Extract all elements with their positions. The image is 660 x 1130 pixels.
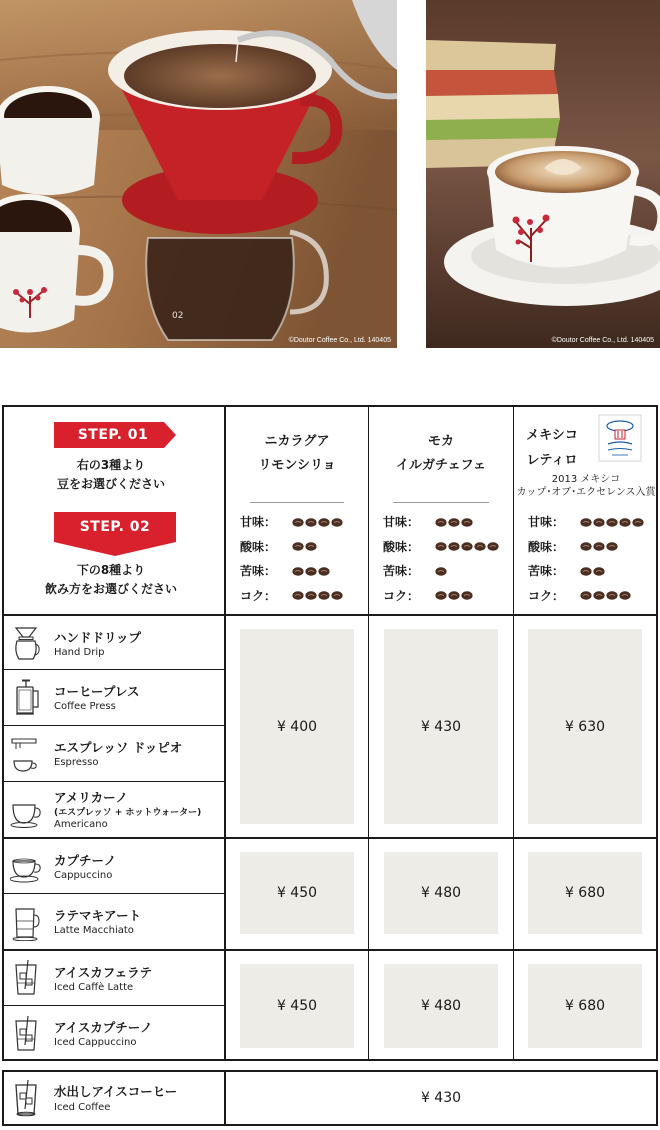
drink-en-name: Iced Coffee (54, 1102, 111, 1113)
drink-sub-note: (エスプレッソ + ホットウォーター) (54, 808, 202, 818)
taste-row (528, 535, 618, 559)
coffee-bean-icon (435, 542, 447, 551)
drink-en-name: Hand Drip (54, 647, 105, 658)
drink-en-name: Espresso (54, 757, 99, 768)
taste-label: コク： (240, 588, 277, 603)
price-box: ¥ 680 (528, 964, 642, 1048)
taste-level-beans (435, 567, 447, 576)
drink-jp-name: ハンドドリップ (54, 630, 142, 645)
drink-row (2, 951, 222, 1005)
coffee-bean-icon (474, 542, 486, 551)
step-02-line-1: 下の8種より (76, 563, 146, 577)
taste-label: 苦味： (528, 564, 565, 578)
drink-iced-coffee (2, 1072, 222, 1124)
coffee-bean-icon (318, 567, 330, 576)
drink-en-name: Iced Cappuccino (54, 1037, 137, 1048)
price-box: ¥ 680 (528, 852, 642, 934)
americano-cup-icon (10, 791, 42, 829)
bean-name-line-2: イルガチェフェ (396, 458, 486, 473)
cup-of-excellence-logo (598, 414, 642, 462)
taste-level-beans (580, 591, 631, 600)
drink-row (2, 616, 222, 669)
hand-drip-photo (0, 0, 397, 348)
step-01-line-1: 右の3種より (76, 458, 146, 472)
taste-label: 苦味： (383, 564, 420, 578)
drink-en-name: Iced Caffè Latte (54, 982, 134, 993)
bean-award-line-1: 2013 メキシコ (551, 474, 621, 485)
drink-jp-name: ラテマキアート (54, 908, 142, 923)
coffee-bean-icon (619, 591, 631, 600)
bean-name-line-2: リモンシリョ (258, 458, 336, 473)
taste-label: 甘味： (383, 515, 420, 529)
coffee-press-icon (10, 679, 42, 717)
drink-jp-name: エスプレッソ ドッピオ (54, 740, 183, 755)
taste-row (528, 510, 644, 534)
taste-level-beans (435, 518, 473, 527)
coffee-bean-icon (606, 591, 618, 600)
coffee-bean-icon (331, 591, 343, 600)
coffee-bean-icon (580, 591, 592, 600)
taste-row (240, 535, 317, 559)
coffee-bean-icon (331, 518, 343, 527)
coffee-bean-icon (435, 518, 447, 527)
coffee-bean-icon (448, 518, 460, 527)
iced-glass-icon (10, 959, 42, 997)
taste-label: 甘味： (528, 515, 565, 529)
coffee-bean-icon (435, 591, 447, 600)
drink-row (2, 1006, 222, 1061)
bean-name-line-1: モカ (427, 434, 454, 449)
step-01-line-2: 豆をお選びください (56, 477, 165, 491)
taste-row (383, 559, 447, 583)
coffee-bean-icon (619, 518, 631, 527)
coffee-bean-icon (292, 567, 304, 576)
taste-label: コク： (528, 588, 565, 603)
taste-level-beans (435, 591, 473, 600)
taste-row (383, 584, 473, 608)
taste-level-beans (580, 542, 618, 551)
price-box: ¥ 480 (384, 964, 498, 1048)
bean-name-line-2: レティロ (526, 453, 578, 468)
photo-credit-left: ©Doutor Coffee Co., Ltd. 140405 (288, 337, 391, 344)
drink-row (2, 782, 222, 837)
taste-row (528, 559, 605, 583)
drink-en-name: Cappuccino (54, 870, 113, 881)
coffee-bean-icon (580, 518, 592, 527)
hand-drip-icon (10, 624, 42, 662)
taste-level-beans (292, 518, 343, 527)
taste-label: 酸味： (528, 539, 565, 554)
price-box: ¥ 400 (240, 629, 354, 824)
coffee-bean-icon (606, 542, 618, 551)
coffee-bean-icon (593, 518, 605, 527)
bean-name-line-1: メキシコ (526, 428, 578, 443)
bean-award-line-2: カップ･オブ･エクセレンス入賞 (516, 487, 656, 498)
svg-text:02: 02 (172, 311, 184, 321)
drink-en-name: Latte Macchiato (54, 925, 134, 936)
coffee-bean-icon (461, 591, 473, 600)
taste-row (528, 584, 631, 608)
coffee-bean-icon (318, 591, 330, 600)
cappuccino-cup-icon (10, 847, 42, 885)
taste-level-beans (435, 542, 499, 551)
coffee-bean-icon (292, 591, 304, 600)
drink-en-name: Americano (54, 819, 108, 830)
price-box: ¥ 630 (528, 629, 642, 824)
coffee-bean-icon (448, 591, 460, 600)
taste-label: 酸味： (383, 539, 420, 554)
coffee-bean-icon (292, 542, 304, 551)
price-box: ¥ 480 (384, 852, 498, 934)
taste-row (240, 584, 343, 608)
drink-row (2, 726, 222, 781)
taste-row (240, 510, 343, 534)
bean-divider (250, 502, 344, 503)
espresso-icon (10, 735, 42, 773)
step-02-label: STEP. 02 (79, 519, 151, 535)
taste-level-beans (292, 591, 343, 600)
coffee-bean-icon (292, 518, 304, 527)
price-box: ¥ 450 (240, 964, 354, 1048)
coffee-bean-icon (461, 542, 473, 551)
taste-label: コク： (383, 588, 420, 603)
drink-jp-name: アイスカプチーノ (54, 1020, 153, 1035)
coffee-bean-icon (448, 542, 460, 551)
coffee-bean-icon (305, 567, 317, 576)
drink-en-name: Coffee Press (54, 701, 116, 712)
taste-row (383, 510, 473, 534)
coffee-bean-icon (593, 542, 605, 551)
drink-jp-name: 水出しアイスコーヒー (54, 1084, 178, 1099)
coffee-bean-icon (435, 567, 447, 576)
drink-row (2, 670, 222, 725)
coffee-bean-icon (487, 542, 499, 551)
taste-level-beans (292, 567, 330, 576)
iced-coffee-glass-icon (10, 1079, 42, 1117)
latte-sandwich-photo (426, 0, 660, 348)
drink-jp-name: カプチーノ (54, 853, 117, 868)
coffee-bean-icon (580, 542, 592, 551)
iced-glass-icon (10, 1015, 42, 1053)
coffee-bean-icon (305, 591, 317, 600)
price-box: ¥ 430 (384, 629, 498, 824)
bean-name-line-1: ニカラグア (264, 434, 330, 449)
latte-glass-icon (10, 903, 42, 941)
bean-divider (393, 502, 489, 503)
drink-row (2, 894, 222, 949)
taste-label: 酸味： (240, 539, 277, 554)
step-01-label: STEP. 01 (77, 427, 149, 443)
coffee-bean-icon (593, 567, 605, 576)
photo-credit-right: ©Doutor Coffee Co., Ltd. 140405 (551, 337, 654, 344)
taste-row (240, 559, 330, 583)
drink-row (2, 839, 222, 893)
coffee-bean-icon (461, 518, 473, 527)
taste-row (383, 535, 499, 559)
taste-label: 甘味： (240, 515, 277, 529)
taste-level-beans (580, 567, 605, 576)
drink-jp-name: アイスカフェラテ (54, 965, 153, 980)
coffee-bean-icon (318, 518, 330, 527)
taste-label: 苦味： (240, 564, 277, 578)
iced-coffee-price: ¥ 430 (420, 1090, 462, 1106)
price-box: ¥ 450 (240, 852, 354, 934)
drink-jp-name: アメリカーノ (54, 790, 128, 805)
coffee-bean-icon (305, 518, 317, 527)
coffee-bean-icon (632, 518, 644, 527)
coffee-bean-icon (580, 567, 592, 576)
coffee-bean-icon (305, 542, 317, 551)
drink-jp-name: コーヒープレス (54, 684, 140, 699)
taste-level-beans (580, 518, 644, 527)
coffee-bean-icon (593, 591, 605, 600)
coffee-bean-icon (606, 518, 618, 527)
step-02-line-2: 飲み方をお選びください (44, 582, 177, 596)
taste-level-beans (292, 542, 317, 551)
